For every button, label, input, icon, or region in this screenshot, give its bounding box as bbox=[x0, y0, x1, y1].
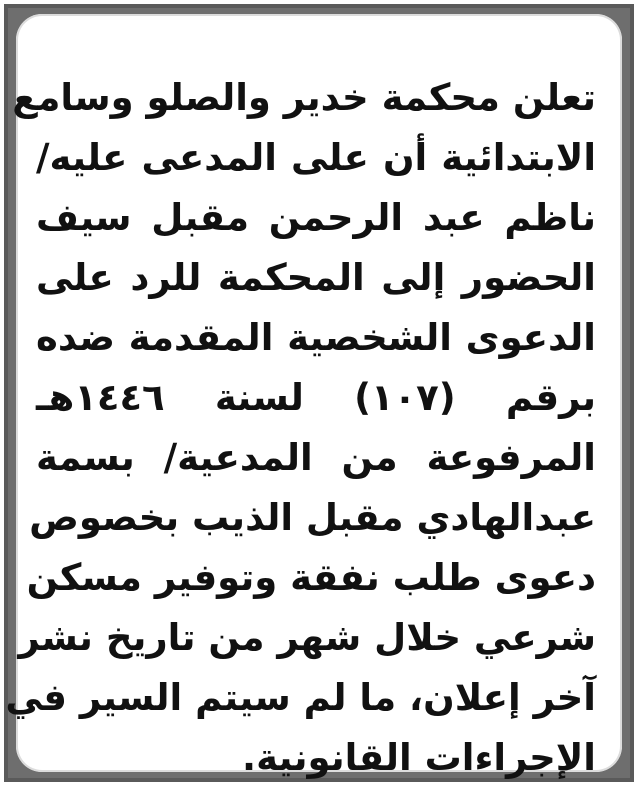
notice-line-10: شرعي خلال شهر من تاريخ نشر bbox=[18, 616, 596, 659]
notice-line-4: الحضور إلى المحكمة للرد على bbox=[36, 256, 596, 299]
notice-line-8: عبدالهادي مقبل الذيب بخصوص bbox=[29, 496, 596, 539]
court-notice-text bbox=[5, 68, 596, 787]
notice-frame bbox=[4, 4, 634, 782]
notice-line-12: الإجراءات القانونية. bbox=[242, 736, 596, 779]
notice-line-9: دعوى طلب نفقة وتوفير مسكن bbox=[26, 556, 596, 599]
notice-line-1: تعلن محكمة خدير والصلو وسامع bbox=[12, 76, 596, 119]
notice-line-5: الدعوى الشخصية المقدمة ضده bbox=[36, 316, 596, 359]
notice-panel bbox=[5, 14, 622, 779]
notice-line-7: المرفوعة من المدعية/ بسمة bbox=[36, 436, 596, 479]
notice-line-6: برقم (١٠٧) لسنة ١٤٤٦هـ bbox=[36, 376, 596, 419]
notice-line-11: آخر إعلان، ما لم سيتم السير في bbox=[5, 676, 596, 719]
notice-line-2: الابتدائية أن على المدعى عليه/ bbox=[36, 136, 596, 179]
notice-line-3: ناظم عبد الرحمن مقبل سيف bbox=[36, 196, 596, 239]
